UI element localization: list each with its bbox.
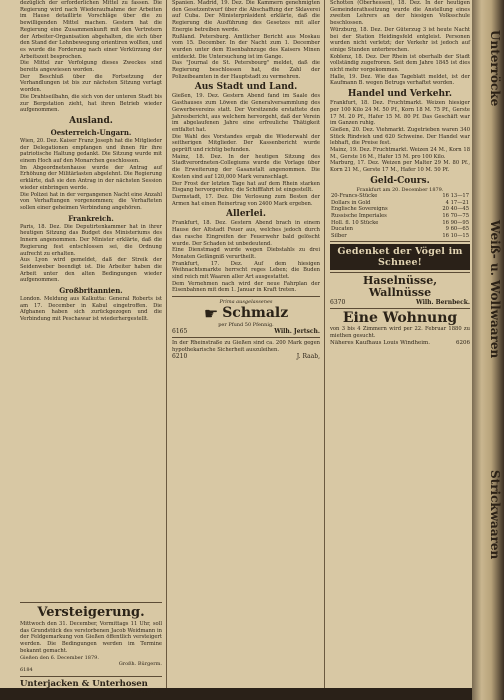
lard-ad-row xyxy=(172,303,320,323)
table-row xyxy=(330,193,470,200)
table-row xyxy=(330,206,470,213)
rate-value: 4 17—21 xyxy=(445,199,469,206)
auction-number: 6184 xyxy=(20,667,33,674)
col2-paragraph: Eine Dienstmagd wurde wegen Diebstahls zu drei Monaten Gefängniß verurtheilt. xyxy=(172,247,320,260)
nuts-ad-footer xyxy=(330,299,470,306)
loan-ad-number: 6210 xyxy=(172,353,188,361)
divider xyxy=(330,272,470,273)
column-rule xyxy=(166,0,167,688)
column-rule xyxy=(324,0,325,688)
rate-value: 9 60—65 xyxy=(445,226,469,233)
auction-place: Gießen den 6. December 1879. xyxy=(20,654,99,661)
rate-name: Ducaten xyxy=(331,226,353,233)
nuts-ad-vendor: Wilh. Bernbeck. xyxy=(415,299,470,307)
col2-paragraph: Frankfurt, 18. Dez. Gestern Abend brach in einem Hause der Altstadt Feuer aus, welches jedoch durch das rasche Eingreifen der Feuerwehr bald gelöscht wurde. Der Schaden ist unbedeutend. xyxy=(172,220,320,247)
loan-ad-footer xyxy=(172,353,320,360)
col1-paragraph: Der Beschluß über die Fortsetzung der Verhandlungen ist bis zur nächsten Sitzung vertagt worden. xyxy=(20,73,162,94)
lard-ad-price: per Pfund 50 Pfennig. xyxy=(218,321,274,328)
lard-ad-vendor: Wilh. Jertsch. xyxy=(274,327,320,335)
col2-paragraph: Der Frost der letzten Tage hat auf dem Rhein starken Eisgang hervorgerufen; die Schifffahrt ist eingestellt. xyxy=(172,180,320,194)
lard-ad-title: Schmalz xyxy=(222,305,289,322)
section-heading-gold: Geld-Cours. xyxy=(370,175,430,186)
col2-paragraph: Rußland. Petersburg. Amtlicher Bericht aus Moskau vom 15. December. In der Nacht zum 1. December wurden unter dem Eisenbahnzuge des Kaisers Minen entdeckt. Die Untersuchung ist im Gange. xyxy=(172,33,320,60)
column-1 xyxy=(20,0,162,600)
section-heading-local: Aus Stadt und Land. xyxy=(194,82,298,93)
pointing-hand-icon: ☛ xyxy=(203,303,219,323)
col3-paragraph: Gießen, 20. Dez. Viehmarkt. Zugetrieben waren 340 Stück Rindvieh und 620 Schweine. Der Handel war lebhaft, die Preise fest. xyxy=(330,126,470,147)
divider xyxy=(330,241,470,242)
birds-banner: Gedenket der Vögel im Schnee! xyxy=(330,244,470,270)
col3-paragraph: Koblenz, 18. Dez. Der Rhein ist oberhalb der Stadt vollständig zugefroren. Seit dem Jahre 1845 ist dies nicht mehr vorgekommen. xyxy=(330,53,470,74)
subheading-france: Frankreich. xyxy=(68,213,114,223)
rate-name: Silber xyxy=(331,232,347,239)
col1-paragraph: London. Meldung aus Kalkutta: General Roberts ist am 17. December in Kabul eingetroffen. Die Afghanen haben sich zurückgezogen und die Verbindung mit Peschawar ist wiederhergestellt. xyxy=(20,296,162,323)
col2-paragraph: Mainz, 18. Dez. In der heutigen Sitzung des Stadtverordneten-Collegiums wurde die Vorlage über die Erweiterung der Gasanstalt angenommen. Die Kosten sind auf 120,000 Mark veranschlagt. xyxy=(172,153,320,180)
col1-paragraph: Die Mittel zur Verfolgung dieses Zweckes sind bereits angewiesen worden. xyxy=(20,60,162,74)
table-row xyxy=(330,226,470,233)
lard-ad-footer xyxy=(172,328,320,335)
apartment-ad-number: 6206 xyxy=(456,339,470,346)
underwear-title: Unterjacken & Unterhosen xyxy=(20,678,148,689)
col3-paragraph: Halle, 19. Dez. Wie das Tageblatt meldet, ist der Kaufmann B. wegen Betrugs verhaftet worden. xyxy=(330,73,470,87)
table-row xyxy=(330,220,470,227)
divider xyxy=(20,676,162,677)
col1-paragraph: Die Drahtseilbahn, die sich von der unteren Stadt bis zur Bergstation zieht, hat ihren Betrieb wieder aufgenommen. xyxy=(20,93,162,114)
apartment-ad-text: von 3 bis 4 Zimmern wird per 22. Februar 1880 zu miethen gesucht. xyxy=(330,326,470,340)
gold-subheading: Frankfurt am 20. December 1879. xyxy=(356,186,444,193)
col1-paragraph: Im Abgeordnetenhause wurde der Antrag auf Erhöhung der Militärlasten abgelehnt. Die Regierung erklärte, daß sie den Antrag in der nächsten Session wieder einbringen werde. xyxy=(20,164,162,191)
apartment-ad-title: Eine Wohnung xyxy=(342,310,458,327)
col1-paragraph: Paris, 18. Dez. Die Deputirtenkammer hat in ihrer heutigen Sitzung das Budget des Ministeriums des Innern angenommen. Der Minister erklärte, daß die Regierung fest entschlossen sei, die Ordnung aufrecht zu erhalten. xyxy=(20,223,162,257)
lard-ad-intro: Prima ausgelassenes xyxy=(219,299,273,306)
col2-paragraph: Die Wahl des Vorstandes ergab die Wiederwahl der seitherigen Mitglieder. Der Kassenbericht wurde geprüft und richtig befunden. xyxy=(172,133,320,154)
rate-name: Russische Imperiales xyxy=(331,213,387,220)
rate-value: 16 10—15 xyxy=(442,232,469,239)
loan-ad-text: In der Rheinstraße zu Gießen sind ca. 200 Mark gegen hypothekarische Sicherheit auszuleihen. xyxy=(172,339,320,353)
rate-name: Englische Sovereigns xyxy=(331,206,388,213)
col3-paragraph: Schotten (Oberhessen), 18. Dez. In der heutigen Gemeinderathssitzung wurde die Anstellung eines zweiten Lehrers an der hiesigen Volksschule beschlossen. xyxy=(330,0,470,27)
section-heading-misc: Allerlei. xyxy=(226,209,266,220)
edge-text: Strickwaaren xyxy=(488,470,502,560)
col2-paragraph: Dem Vernehmen nach wird der neue Fahrplan der Eisenbahnen mit dem 1. Januar in Kraft treten. xyxy=(172,280,320,294)
col3-paragraph: Mainz, 19. Dez. Fruchtmarkt. Weizen 24 M., Korn 18 M., Gerste 16 M., Hafer 15 M. pro 100 Kilo. xyxy=(330,147,470,160)
rate-name: Holl. fl. 10 Stücke xyxy=(331,219,379,226)
nuts-ad-number: 6370 xyxy=(330,299,346,307)
col2-paragraph: Gießen, 19. Dez. Gestern Abend fand im Saale des Gasthauses zum Löwen die Generalversammlung des Gewerbevereins statt. Der Vorsitzende erstattete den Jahresbericht, aus welchem hervorgeht, daß der Verein im abgelaufenen Jahre eine erfreuliche Thätigkeit entfaltet hat. xyxy=(172,93,320,133)
auction-text: Mittwoch den 31. December, Vormittags 11 Uhr, soll das Grundstück des verstorbenen Jacob Weidmann in der Feldgemarkung von Gießen öffentlich versteigert werden. Die Bedingungen werden im Termine bekannt gemacht. xyxy=(20,621,162,654)
rate-name: 20-Francs-Stücke xyxy=(331,193,378,200)
rate-value: 16 13—17 xyxy=(442,193,469,200)
subheading-england: Großbritannien. xyxy=(59,286,123,296)
col3-paragraph: Frankfurt, 18. Dez. Fruchtmarkt. Weizen hiesiger per 100 Kilo 24 M. 50 Pf., Korn 18 M. 75 Pf., Gerste 17 M. 20 Pf., Hafer 15 M. 80 Pf. Das Geschäft war im Ganzen ruhig. xyxy=(330,100,470,127)
auction-signer: Großh. Bürgerm. xyxy=(118,660,162,667)
auction-title: Versteigerung. xyxy=(37,605,145,620)
table-row xyxy=(330,200,470,207)
col1-paragraph: Wien, 20. Dez. Kaiser Franz Joseph hat die Mitglieder der Delegationen empfangen und ihnen für ihre patriotische Haltung gedankt. Die Sitzung wurde mit einem Hoch auf den Monarchen geschlossen. xyxy=(20,137,162,165)
col1-paragraph: dezüglich der erforderlichen Mittel zu fassen. Die Regierung wird nach Wiederaufnahme der Arbeiten im Hause detaillirte Vorschläge über die zu bewilligenden Mittel machen. Gestern hat die Regierung eine Zusammenkunft mit den Vertretern der Arbeiter-Organisation abgehalten, die sich über den Stand der Lohnbewegung orientiren wollten, und es wurde die Forderung nach einer Verkürzung der Arbeitszeit besprochen. xyxy=(20,0,162,60)
lard-ad-number: 6165 xyxy=(172,327,188,335)
column-3 xyxy=(330,0,470,688)
rate-value: 16 70—75 xyxy=(442,213,469,220)
table-row xyxy=(330,233,470,240)
section-heading-trade: Handel und Verkehr. xyxy=(347,89,453,100)
rate-value: 16 90—95 xyxy=(442,219,469,226)
adjacent-page-edge xyxy=(472,0,504,700)
col2-paragraph: Das "Journal de St. Petersbourg" meldet, daß die Regierung beschlossen hat, die Zahl der Polizeibeamten in der Hauptstadt zu vermehren. xyxy=(172,60,320,80)
column-2 xyxy=(172,0,320,688)
divider xyxy=(172,337,320,338)
underwear-vendor: H. Friedrich. xyxy=(129,688,162,695)
col2-paragraph: Darmstadt, 17. Dez. Die Verlosung zum Besten der Armen hat einen Reinertrag von 2400 Mark ergeben. xyxy=(172,193,320,207)
subheading-austria: Oesterreich-Ungarn. xyxy=(50,127,132,137)
exchange-rate-table xyxy=(330,193,470,239)
edge-text: Weiß- u. Wollwaaren xyxy=(488,220,502,359)
col2-paragraph: Frankfurt, 17. Dez. Auf dem hiesigen Weihnachtsmarkte herrscht reges Leben; die Buden sind reich mit Waaren aller Art ausgestattet. xyxy=(172,260,320,281)
nuts-ad-title: Haselnüsse, Wallnüsse xyxy=(362,274,438,300)
rate-name: Dollars in Gold xyxy=(331,199,371,206)
auction-ad xyxy=(20,600,162,695)
table-row xyxy=(330,213,470,220)
rate-value: 20 40—45 xyxy=(442,206,469,213)
col2-paragraph: Spanien. Madrid, 19. Dez. Die Kammern genehmigten den Gesetzentwurf über die Abschaffung der Sklaverei auf Cuba. Der Ministerpräsident erklärte, daß die Regierung die Ausführung des Gesetzes mit aller Energie betreiben werde. xyxy=(172,0,320,33)
section-heading-ausland: Ausland. xyxy=(69,115,113,126)
divider xyxy=(20,602,162,603)
col3-paragraph: Würzburg, 18. Dez. Der Güterzug 3 ist heute Nacht bei der Station Heidingsfeld entgleist. Personen wurden nicht verletzt; der Verkehr ist jedoch auf einige Stunden unterbrochen. xyxy=(330,26,470,53)
edge-text: Unterröcke xyxy=(488,30,502,107)
divider xyxy=(172,296,320,297)
col1-paragraph: Aus Lyon wird gemeldet, daß der Streik der Seidenweber beendigt ist. Die Arbeiter haben die Arbeit unter den alten Bedingungen wieder aufgenommen. xyxy=(20,257,162,284)
apartment-ad-footer xyxy=(330,340,470,346)
loan-ad-vendor: J. Raab, xyxy=(296,353,320,361)
col3-paragraph: Marburg, 17. Dez. Weizen per Malter 29 M. 80 Pf., Korn 21 M., Gerste 17 M., Hafer 10 M. 50 Pf. xyxy=(330,160,470,174)
divider xyxy=(330,308,470,309)
apartment-ad-vendor: Näheres Kaufhaus Louis Windheim. xyxy=(330,339,430,346)
col1-paragraph: Die Polizei hat in der vergangenen Nacht eine Anzahl von Verhaftungen vorgenommen; die Verhafteten sollen einer geheimen Verbindung angehören. xyxy=(20,191,162,211)
